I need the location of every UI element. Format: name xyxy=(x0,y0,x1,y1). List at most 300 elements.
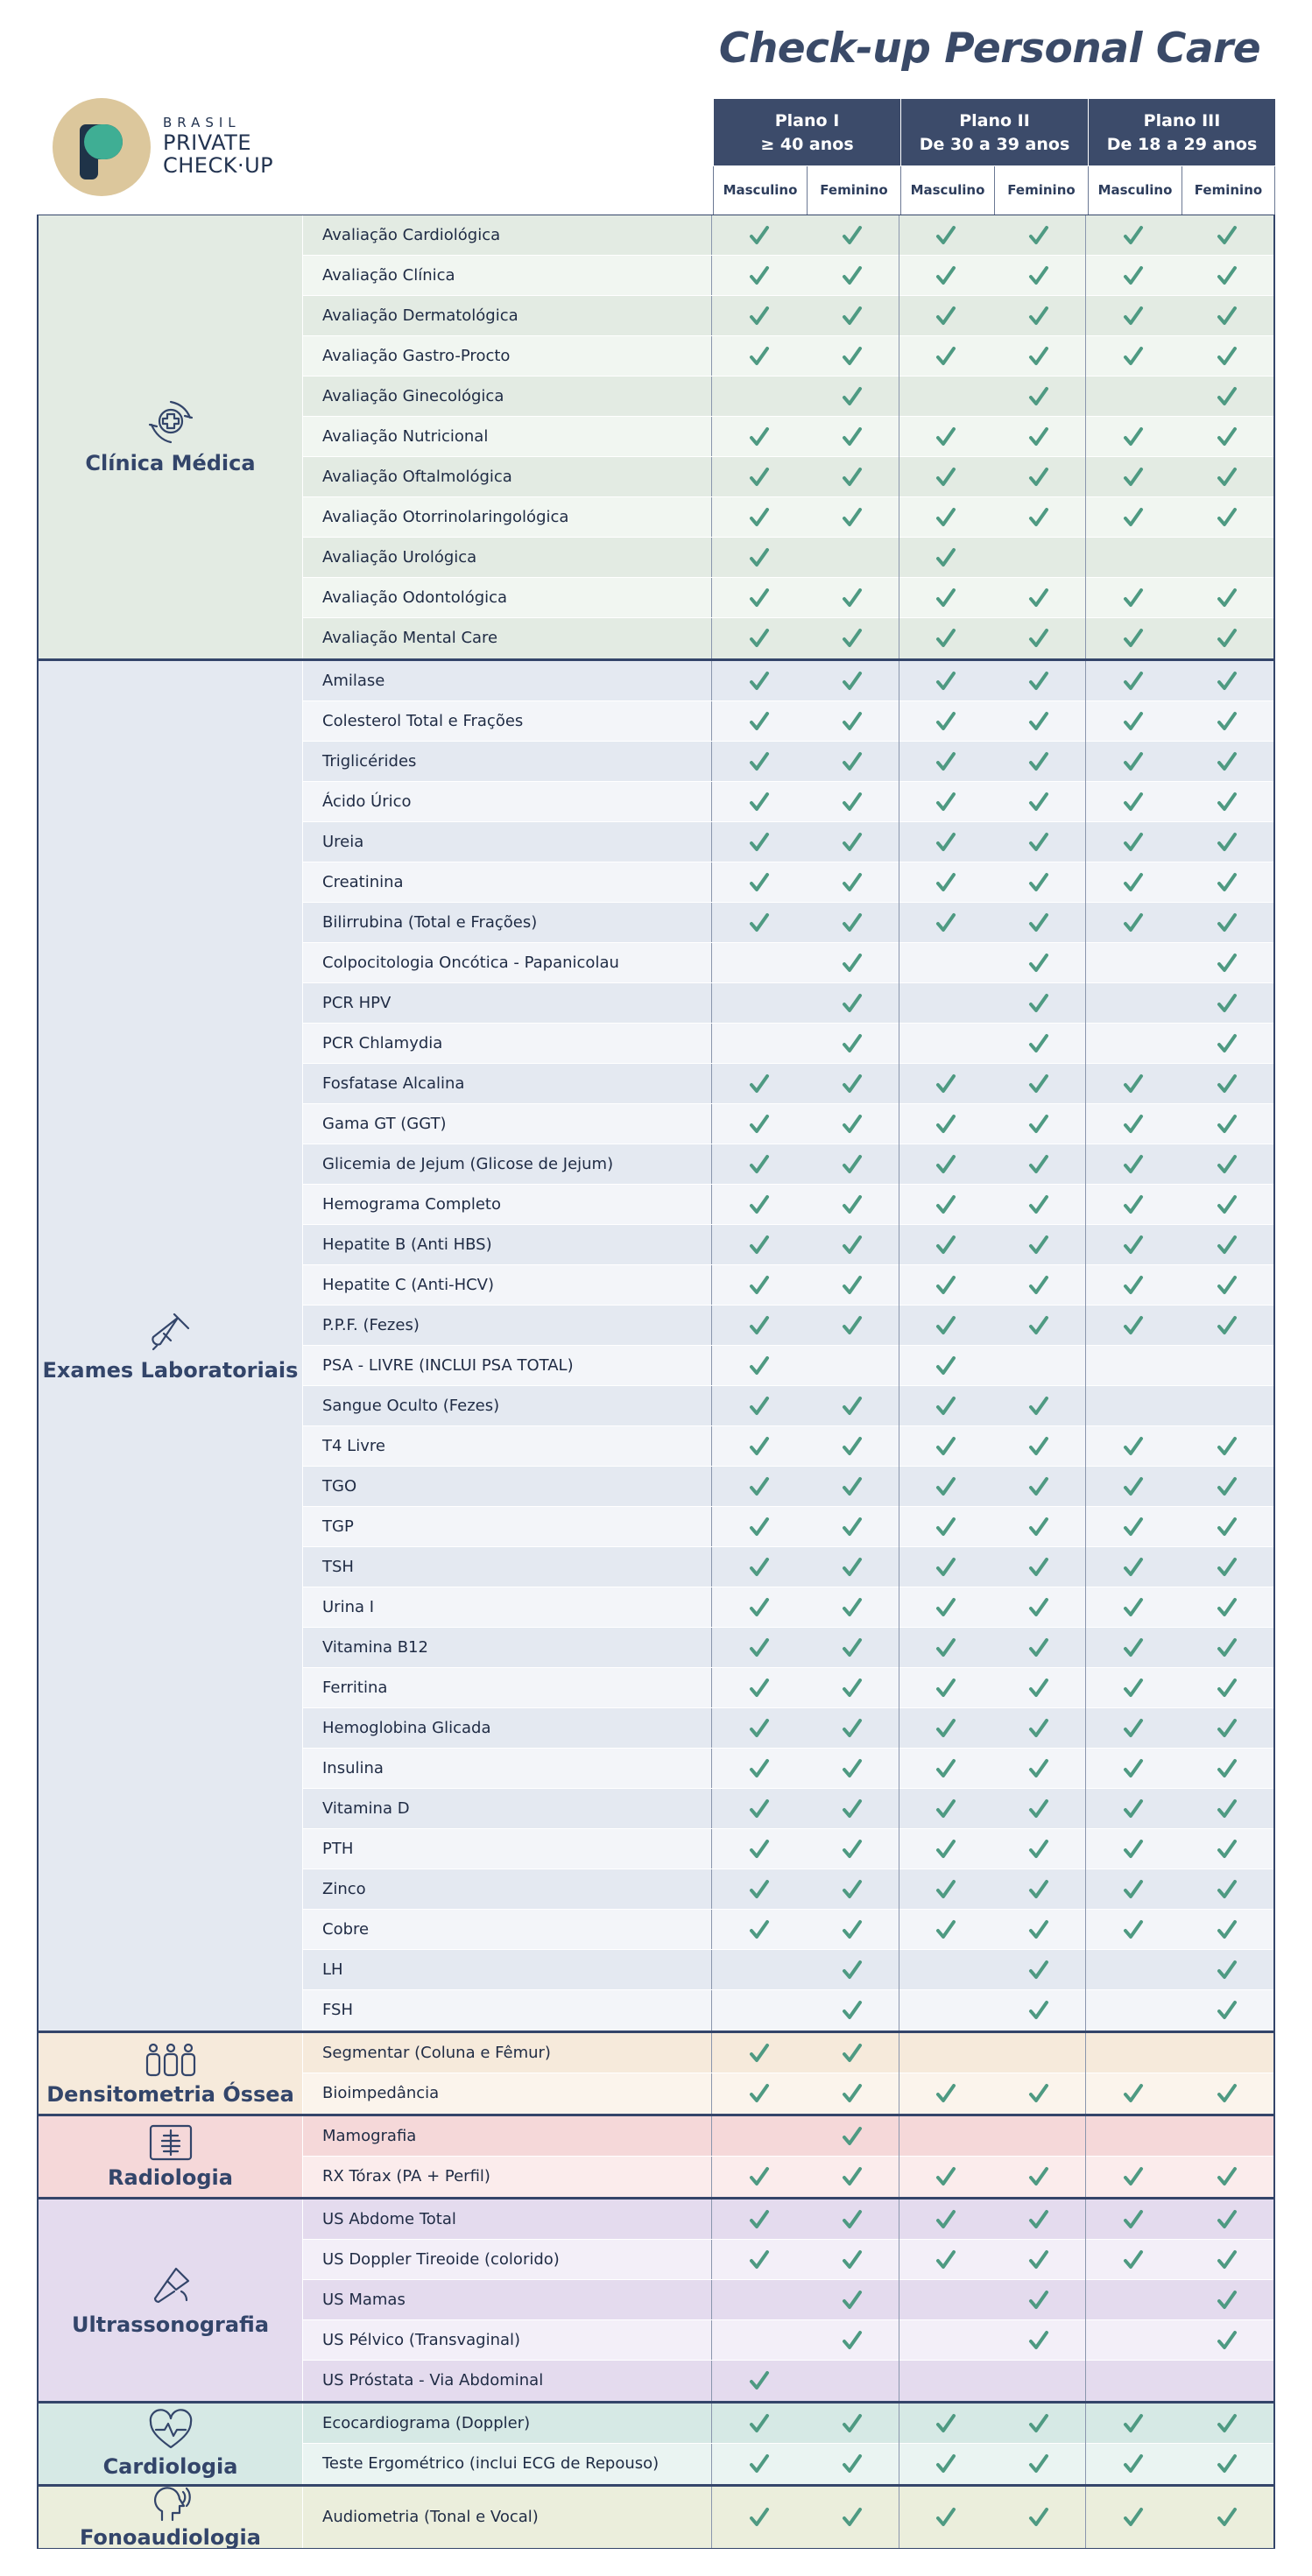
coverage-cell xyxy=(993,1950,1087,1990)
exam-name: US Doppler Tireoide (colorido) xyxy=(303,2240,712,2279)
check-icon xyxy=(748,2412,771,2435)
check-icon xyxy=(1122,1838,1145,1861)
coverage-cell xyxy=(899,417,993,457)
coverage-cell xyxy=(806,1990,899,2031)
plan-name: Plano III xyxy=(1143,111,1221,130)
coverage-cell xyxy=(1086,1225,1180,1265)
coverage-cell xyxy=(712,1426,806,1467)
coverage-cell xyxy=(712,2404,806,2444)
check-icon xyxy=(841,1395,864,1418)
table-row xyxy=(303,1144,1273,1185)
coverage-cell xyxy=(806,782,899,822)
coverage-cell xyxy=(1086,1829,1180,1869)
coverage-cell xyxy=(993,1990,1087,2031)
coverage-cell xyxy=(899,215,993,256)
exam-name: Avaliação Odontológica xyxy=(303,578,712,617)
coverage-cell xyxy=(712,1386,806,1426)
check-icon xyxy=(935,546,957,569)
coverage-cell xyxy=(1086,2361,1180,2401)
coverage-cell xyxy=(1086,1547,1180,1587)
coverage-cell xyxy=(993,538,1087,578)
check-icon xyxy=(1216,1798,1238,1820)
check-icon xyxy=(841,2125,864,2148)
check-icon xyxy=(1216,1918,1238,1941)
check-icon xyxy=(1027,587,1050,609)
check-icon xyxy=(748,1596,771,1619)
exam-name: Audiometria (Tonal e Vocal) xyxy=(303,2487,712,2548)
section-4 xyxy=(37,2198,1275,2402)
table-row xyxy=(303,2487,1273,2548)
coverage-cell xyxy=(993,2157,1087,2197)
exam-name: Amilase xyxy=(303,661,712,700)
coverage-cell xyxy=(1086,1708,1180,1749)
exam-name: PTH xyxy=(303,1829,712,1869)
check-icon xyxy=(1216,1314,1238,1337)
check-icon xyxy=(748,831,771,854)
check-icon xyxy=(748,1153,771,1176)
coverage-cell xyxy=(993,1185,1087,1225)
check-icon xyxy=(935,871,957,894)
table-row xyxy=(303,2240,1273,2280)
table-row xyxy=(303,417,1273,457)
check-icon xyxy=(935,1113,957,1136)
exam-name: Hemoglobina Glicada xyxy=(303,1708,712,1748)
check-icon xyxy=(748,1918,771,1941)
coverage-cell xyxy=(993,903,1087,943)
exam-name: Sangue Oculto (Fezes) xyxy=(303,1386,712,1425)
gender-header-masculino: Masculino xyxy=(713,165,807,215)
coverage-cell xyxy=(899,1507,993,1547)
coverage-cell xyxy=(806,1225,899,1265)
check-icon xyxy=(1027,1435,1050,1458)
coverage-cell xyxy=(1180,903,1273,943)
check-icon xyxy=(748,911,771,934)
coverage-cell xyxy=(712,2116,806,2157)
coverage-cell xyxy=(712,497,806,538)
check-icon xyxy=(748,1113,771,1136)
coverage-cell xyxy=(806,1507,899,1547)
exam-name: Segmentar (Coluna e Fêmur) xyxy=(303,2033,712,2073)
coverage-cell xyxy=(1180,701,1273,742)
table-row xyxy=(303,1104,1273,1144)
coverage-cell xyxy=(1086,618,1180,658)
coverage-cell xyxy=(899,2157,993,2197)
check-icon xyxy=(841,1556,864,1579)
section-2 xyxy=(37,2031,1275,2115)
coverage-cell xyxy=(1086,2116,1180,2157)
check-icon xyxy=(1027,992,1050,1015)
coverage-cell xyxy=(806,2280,899,2320)
check-icon xyxy=(935,345,957,368)
category-label: Ultrassonografia xyxy=(71,2312,270,2337)
coverage-cell xyxy=(1086,782,1180,822)
coverage-cell xyxy=(1180,2280,1273,2320)
check-icon xyxy=(748,1314,771,1337)
check-icon xyxy=(841,1798,864,1820)
coverage-cell xyxy=(1180,417,1273,457)
coverage-cell xyxy=(899,2280,993,2320)
check-icon xyxy=(748,1274,771,1297)
coverage-cell xyxy=(899,618,993,658)
coverage-cell xyxy=(1180,296,1273,336)
coverage-cell xyxy=(1086,2320,1180,2361)
check-icon xyxy=(748,345,771,368)
table-row xyxy=(303,983,1273,1024)
coverage-cell xyxy=(806,2073,899,2114)
check-icon xyxy=(748,1193,771,1216)
coverage-cell xyxy=(806,215,899,256)
exam-name: TSH xyxy=(303,1547,712,1587)
check-icon xyxy=(841,2453,864,2475)
coverage-cell xyxy=(1086,296,1180,336)
coverage-cell xyxy=(993,1789,1087,1829)
coverage-cell xyxy=(806,457,899,497)
coverage-cell xyxy=(712,983,806,1024)
check-icon xyxy=(1027,345,1050,368)
check-icon xyxy=(1027,1596,1050,1619)
coverage-cell xyxy=(993,2033,1087,2073)
check-icon xyxy=(935,2506,957,2529)
check-icon xyxy=(1216,911,1238,934)
exam-name: Avaliação Gastro-Procto xyxy=(303,336,712,376)
coverage-cell xyxy=(993,1547,1087,1587)
check-icon xyxy=(1027,791,1050,813)
check-icon xyxy=(841,1596,864,1619)
check-icon xyxy=(935,1475,957,1498)
coverage-cell xyxy=(899,256,993,296)
check-icon xyxy=(841,466,864,489)
check-icon xyxy=(1216,1032,1238,1055)
check-icon xyxy=(1027,1959,1050,1981)
check-icon xyxy=(1216,2289,1238,2312)
check-icon xyxy=(1216,345,1238,368)
coverage-cell xyxy=(1086,2444,1180,2484)
check-icon xyxy=(1216,1757,1238,1780)
exam-name: Hepatite B (Anti HBS) xyxy=(303,1225,712,1264)
xray-chest-icon xyxy=(148,2123,194,2165)
check-icon xyxy=(748,710,771,733)
coverage-cell xyxy=(1180,2199,1273,2240)
coverage-cell xyxy=(806,256,899,296)
table-row xyxy=(303,1749,1273,1789)
check-icon xyxy=(1027,1475,1050,1498)
coverage-cell xyxy=(712,1185,806,1225)
check-icon xyxy=(1027,305,1050,327)
coverage-cell xyxy=(1180,2361,1273,2401)
table-row xyxy=(303,1265,1273,1306)
check-icon xyxy=(1027,1395,1050,1418)
check-icon xyxy=(841,952,864,975)
check-icon xyxy=(1122,911,1145,934)
table-row xyxy=(303,1910,1273,1950)
check-icon xyxy=(1216,1113,1238,1136)
coverage-cell xyxy=(993,2444,1087,2484)
check-icon xyxy=(841,992,864,1015)
coverage-cell xyxy=(993,256,1087,296)
category-cell xyxy=(39,2487,303,2548)
coverage-cell xyxy=(712,1628,806,1668)
gender-header-feminino: Feminino xyxy=(807,165,900,215)
check-icon xyxy=(1122,871,1145,894)
coverage-cell xyxy=(1086,538,1180,578)
coverage-cell xyxy=(1180,497,1273,538)
coverage-cell xyxy=(1180,377,1273,417)
coverage-cell xyxy=(1180,1185,1273,1225)
coverage-cell xyxy=(712,1950,806,1990)
coverage-cell xyxy=(806,1708,899,1749)
check-icon xyxy=(748,1435,771,1458)
plan-header-2 xyxy=(900,99,1088,165)
coverage-cell xyxy=(806,822,899,862)
coverage-cell xyxy=(899,1829,993,1869)
check-icon xyxy=(1122,2208,1145,2231)
check-icon xyxy=(1027,952,1050,975)
coverage-cell xyxy=(1086,1869,1180,1910)
coverage-cell xyxy=(1086,1587,1180,1628)
coverage-cell xyxy=(993,1346,1087,1386)
check-icon xyxy=(1027,710,1050,733)
check-icon xyxy=(1216,871,1238,894)
check-icon xyxy=(748,1073,771,1095)
check-icon xyxy=(1216,587,1238,609)
check-icon xyxy=(1216,1838,1238,1861)
check-icon xyxy=(935,1556,957,1579)
coverage-cell xyxy=(712,1547,806,1587)
check-icon xyxy=(1122,1113,1145,1136)
check-icon xyxy=(841,1113,864,1136)
coverage-cell xyxy=(1086,2157,1180,2197)
coverage-cell xyxy=(1086,1507,1180,1547)
check-icon xyxy=(1216,2082,1238,2105)
coverage-cell xyxy=(899,497,993,538)
coverage-cell xyxy=(806,2320,899,2361)
table-row xyxy=(303,2280,1273,2320)
section-3 xyxy=(37,2115,1275,2198)
category-label: Exames Laboratoriais xyxy=(42,1358,299,1383)
coverage-cell xyxy=(806,2487,899,2548)
coverage-cell xyxy=(1180,1104,1273,1144)
table-row xyxy=(303,336,1273,377)
logo-line-3: CHECK·UP xyxy=(163,153,274,178)
check-icon xyxy=(1216,1274,1238,1297)
check-icon xyxy=(1216,1475,1238,1498)
coverage-cell xyxy=(806,1789,899,1829)
check-icon xyxy=(1122,627,1145,650)
coverage-cell xyxy=(899,903,993,943)
coverage-cell xyxy=(899,1144,993,1185)
coverage-cell xyxy=(806,1749,899,1789)
table-row xyxy=(303,1386,1273,1426)
coverage-cell xyxy=(1180,1910,1273,1950)
check-icon xyxy=(1122,1596,1145,1619)
exam-name: LH xyxy=(303,1950,712,1989)
table-row xyxy=(303,2199,1273,2240)
check-icon xyxy=(1122,831,1145,854)
coverage-cell xyxy=(993,1467,1087,1507)
check-icon xyxy=(1027,1878,1050,1901)
plan-age-range: De 30 a 39 anos xyxy=(919,135,1070,154)
check-icon xyxy=(1216,1516,1238,1538)
category-label: Radiologia xyxy=(108,2165,233,2190)
coverage-cell xyxy=(806,661,899,701)
coverage-cell xyxy=(1086,862,1180,903)
exam-name: FSH xyxy=(303,1990,712,2031)
coverage-cell xyxy=(1180,1990,1273,2031)
check-icon xyxy=(1122,1636,1145,1659)
coverage-cell xyxy=(1180,1587,1273,1628)
coverage-cell xyxy=(712,538,806,578)
exam-name: PCR HPV xyxy=(303,983,712,1023)
plan-header-1 xyxy=(713,99,900,165)
check-icon xyxy=(935,750,957,773)
table-row xyxy=(303,1789,1273,1829)
coverage-cell xyxy=(1180,2116,1273,2157)
table-row xyxy=(303,1547,1273,1587)
exam-name: US Pélvico (Transvaginal) xyxy=(303,2320,712,2360)
coverage-cell xyxy=(993,377,1087,417)
coverage-cell xyxy=(806,497,899,538)
table-row xyxy=(303,1426,1273,1467)
table-row xyxy=(303,822,1273,862)
exam-name: Vitamina D xyxy=(303,1789,712,1828)
page-title: Check-up Personal Care xyxy=(718,25,1261,73)
coverage-cell xyxy=(899,457,993,497)
coverage-cell xyxy=(712,2487,806,2548)
coverage-cell xyxy=(899,2487,993,2548)
table-row xyxy=(303,1346,1273,1386)
coverage-cell xyxy=(1086,1950,1180,1990)
coverage-cell xyxy=(899,1386,993,1426)
check-icon xyxy=(1122,670,1145,693)
logo-line-1: BRASIL xyxy=(163,115,241,130)
coverage-cell xyxy=(1180,1547,1273,1587)
coverage-cell xyxy=(1086,256,1180,296)
coverage-cell xyxy=(899,1346,993,1386)
check-icon xyxy=(1122,2506,1145,2529)
coverage-cell xyxy=(899,862,993,903)
table-row xyxy=(303,1950,1273,1990)
check-icon xyxy=(1216,627,1238,650)
coverage-cell xyxy=(993,1708,1087,1749)
check-icon xyxy=(1122,1193,1145,1216)
check-icon xyxy=(1122,791,1145,813)
coverage-cell xyxy=(1180,1265,1273,1306)
coverage-cell xyxy=(1180,578,1273,618)
check-icon xyxy=(748,587,771,609)
gender-header-masculino: Masculino xyxy=(1088,165,1182,215)
coverage-cell xyxy=(899,1950,993,1990)
coverage-cell xyxy=(806,538,899,578)
coverage-cell xyxy=(899,742,993,782)
coverage-cell xyxy=(1086,1467,1180,1507)
coverage-cell xyxy=(712,2444,806,2484)
logo-mark-icon xyxy=(53,98,151,196)
coverage-cell xyxy=(1180,862,1273,903)
exam-name: Hepatite C (Anti-HCV) xyxy=(303,1265,712,1305)
check-icon xyxy=(1027,506,1050,529)
coverage-cell xyxy=(993,2320,1087,2361)
check-icon xyxy=(1216,2412,1238,2435)
coverage-cell xyxy=(1180,2444,1273,2484)
table-row xyxy=(303,457,1273,497)
exam-name: TGO xyxy=(303,1467,712,1506)
coverage-cell xyxy=(806,701,899,742)
check-icon xyxy=(841,1717,864,1740)
check-icon xyxy=(935,1395,957,1418)
coverage-cell xyxy=(806,1024,899,1064)
check-icon xyxy=(1027,2208,1050,2231)
check-icon xyxy=(1027,1193,1050,1216)
category-label: Densitometria Óssea xyxy=(46,2082,294,2107)
coverage-cell xyxy=(993,417,1087,457)
coverage-cell xyxy=(1180,336,1273,377)
check-icon xyxy=(935,305,957,327)
gender-header-masculino: Masculino xyxy=(900,165,994,215)
check-icon xyxy=(1216,1677,1238,1700)
check-icon xyxy=(1122,1234,1145,1256)
category-cell xyxy=(39,215,303,658)
coverage-cell xyxy=(993,1829,1087,1869)
coverage-cell xyxy=(806,2199,899,2240)
check-icon xyxy=(841,1435,864,1458)
check-icon xyxy=(841,2412,864,2435)
check-icon xyxy=(748,750,771,773)
exam-name: Zinco xyxy=(303,1869,712,1909)
check-icon xyxy=(1122,1798,1145,1820)
check-icon xyxy=(841,831,864,854)
coverage-cell xyxy=(712,417,806,457)
check-icon xyxy=(1216,710,1238,733)
coverage-cell xyxy=(1086,1386,1180,1426)
coverage-cell xyxy=(1180,2157,1273,2197)
coverage-cell xyxy=(899,782,993,822)
category-label: Cardiologia xyxy=(102,2454,238,2479)
coverage-cell xyxy=(1086,1024,1180,1064)
coverage-cell xyxy=(1180,2404,1273,2444)
check-icon xyxy=(1122,1153,1145,1176)
coverage-cell xyxy=(1180,742,1273,782)
coverage-cell xyxy=(1086,1346,1180,1386)
check-icon xyxy=(1216,992,1238,1015)
check-icon xyxy=(1027,1516,1050,1538)
coverage-cell xyxy=(712,661,806,701)
coverage-cell xyxy=(1180,1628,1273,1668)
exam-name: Urina I xyxy=(303,1587,712,1627)
check-icon xyxy=(1216,2329,1238,2352)
check-icon xyxy=(1216,224,1238,247)
check-icon xyxy=(841,1193,864,1216)
check-icon xyxy=(748,1556,771,1579)
table-row xyxy=(303,1024,1273,1064)
coverage-cell xyxy=(993,1104,1087,1144)
table-row xyxy=(303,2320,1273,2361)
coverage-cell xyxy=(712,1910,806,1950)
check-icon xyxy=(841,2249,864,2271)
coverage-cell xyxy=(712,1869,806,1910)
coverage-cell xyxy=(1086,377,1180,417)
check-icon xyxy=(1027,1113,1050,1136)
check-icon xyxy=(1122,305,1145,327)
check-icon xyxy=(1027,2249,1050,2271)
logo-wordmark xyxy=(163,114,273,177)
check-icon xyxy=(935,2208,957,2231)
coverage-cell xyxy=(1086,903,1180,943)
table-row xyxy=(303,1628,1273,1668)
check-icon xyxy=(1216,305,1238,327)
coverage-cell xyxy=(993,1507,1087,1547)
check-icon xyxy=(1027,831,1050,854)
coverage-cell xyxy=(712,296,806,336)
